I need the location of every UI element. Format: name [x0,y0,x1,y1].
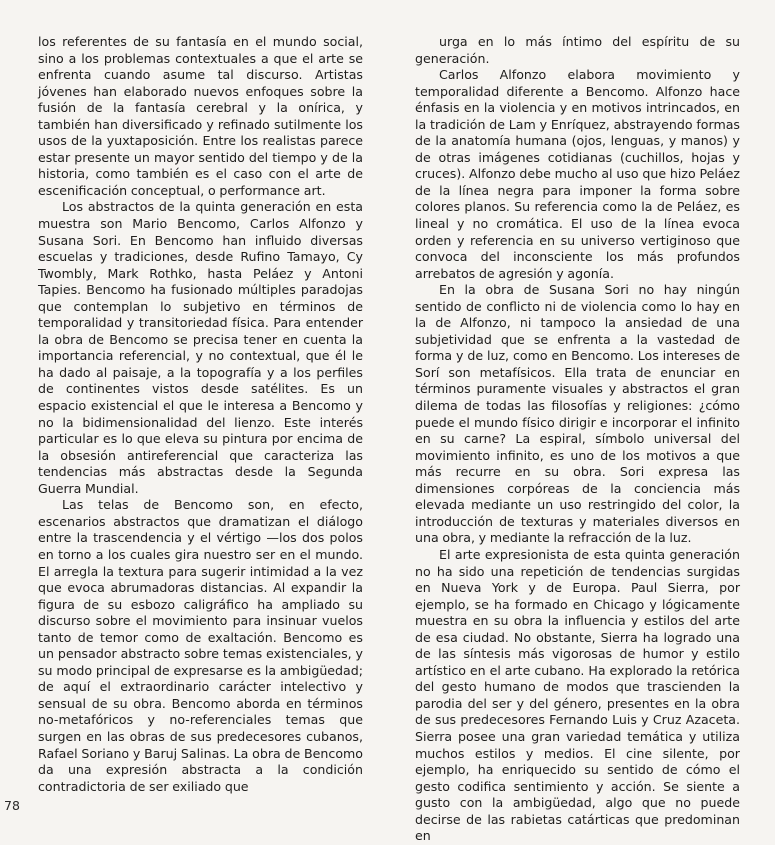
page-number: 78 [4,798,20,813]
right-column [415,34,740,845]
paragraph: los referentes de su fantasía en el mundo social, sino a los problemas contextuales a que el arte se enfrenta cuando asume tal discurso. Artistas jóvenes han elaborado nuevos enfoques sobre la fusión de la fantasía cerebral y la onírica, y también han diversificado y refinado sutilmente los usos de la yuxtaposición. Entre los realistas parece estar presente un mayor sentido del tiempo y de la historia, como también es el caso con el arte de escenificación conceptual, o performance art. [38,34,363,198]
left-column [38,34,363,795]
paragraph: En la obra de Susana Sori no hay ningún sentido de conflicto ni de violencia como lo hay en la de Alfonzo, ni tampoco la ansiedad de una subjetividad que se enfrenta a la vastedad de forma y de luz, como en Bencomo. Los intereses de Sorí son metafísicos. Ella trata de enunciar en términos puramente visuales y abstractos el gran dilema de todas las filosofías y religiones: ¿cómo puede el mundo físico dirigir e incorporar el infinito en su carne? La espiral, símbolo universal del movimiento infinito, es uno de los motivos a que más recurre en su obra. Sori expresa las dimensiones corpóreas de la conciencia más elevada mediante un uso restringido del color, la introducción de texturas y materiales diversos en una obra, y mediante la refracción de la luz. [415,282,740,546]
paragraph: Carlos Alfonzo elabora movimiento y temporalidad diferente a Bencomo. Alfonzo hace énfasis en la violencia y en motivos intrincados, en la tradición de Lam y Enríquez, abstrayendo formas de la anatomía humana (ojos, lenguas, y manos) y de otras imágenes cotidianas (cuchillos, hojas y cruces). Alfonzo debe mucho al uso que hizo Peláez de la línea negra para imponer la forma sobre colores planos. Su referencia como la de Peláez, es lineal y no cromática. El uso de la línea evoca orden y referencia en su universo vertiginoso que convoca del inconsciente los más profundos arrebatos de agresión y agonía. [415,67,740,281]
paragraph: urga en lo más íntimo del espíritu de su generación. [415,34,740,66]
paragraph: Los abstractos de la quinta generación en esta muestra son Mario Bencomo, Carlos Alfonzo y Susana Sori. En Bencomo han influido diversas escuelas y tradiciones, desde Rufino Tamayo, Cy Twombly, Mark Rothko, hasta Peláez y Antoni Tapies. Bencomo ha fusionado múltiples paradojas que contemplan lo subjetivo en términos de temporalidad y transitoriedad física. Para entender la obra de Bencomo se precisa tener en cuenta la importancia referencial, y no contextual, que él le ha dado al paisaje, a la topografía y a los perfiles de continentes vistos desde satélites. Es un espacio existencial el que le interesa a Bencomo y no la bidimensionalidad del lienzo. Este interés particular es lo que eleva su pintura por encima de la obsesión antireferencial que caracteriza las tendencias más abstractas desde la Segunda Guerra Mundial. [38,199,363,496]
paragraph: El arte expresionista de esta quinta generación no ha sido una repetición de tendencias surgidas en Nueva York y de Europa. Paul Sierra, por ejemplo, se ha formado en Chicago y lógicamente muestra en su obra la influencia y estilos del arte de esa ciudad. No obstante, Sierra ha logrado una de las síntesis más vigorosas de humor y estilo artístico en el arte cubano. Ha explorado la retórica del gesto humano de modos que trascienden la parodia del ser y del género, presentes en la obra de sus predecesores Fernando Luis y Cruz Azaceta. Sierra posee una gran variedad temática y utiliza muchos estilos y medios. El cine silente, por ejemplo, ha enriquecido su sentido de cómo el gesto codifica sentimiento y acción. Se siente a gusto con la ambigüedad, algo que no puede decirse de las rabietas catárticas que predominan en [415,546,740,844]
paragraph: Las telas de Bencomo son, en efecto, escenarios abstractos que dramatizan el diálogo entre la trascendencia y el vértigo —los dos polos en torno a los cuales gira nuestro ser en el mundo. El arregla la textura para sugerir intimidad a la vez que evoca abrumadoras distancias. Al expandir la figura de su esbozo caligráfico ha ampliado su discurso sobre el movimiento para insinuar vuelos tanto de temor como de exaltación. Bencomo es un pensador abstracto sobre temas existenciales, y su modo principal de expresarse es la ambigüedad; de aquí el extraordinario carácter intelectivo y sensual de su obra. Bencomo aborda en términos no-metafóricos y no-referenciales temas que surgen en las obras de sus predecesores cubanos, Rafael Soriano y Baruj Salinas. La obra de Bencomo da una expresión abstracta a la condición contradictoria de ser exiliado que [38,497,363,794]
